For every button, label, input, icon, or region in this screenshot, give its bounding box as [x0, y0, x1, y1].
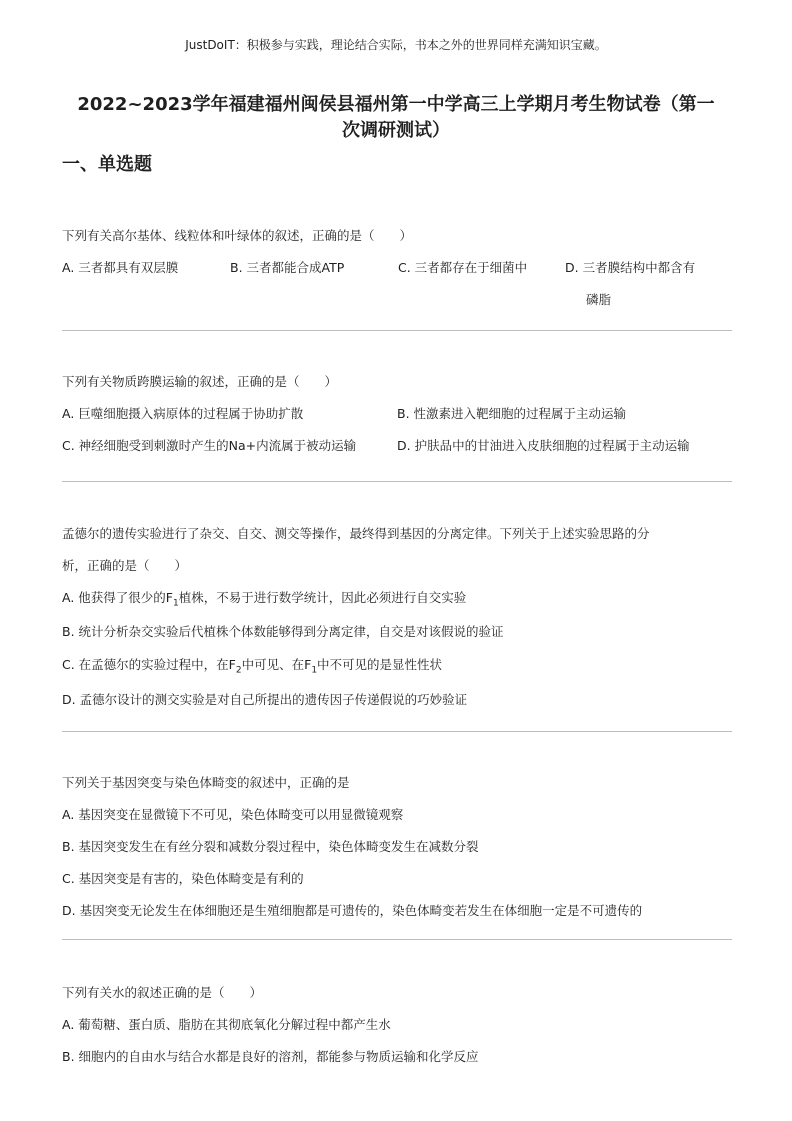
question-2-stem: 下列有关物质跨膜运输的叙述，正确的是（ ）: [62, 374, 338, 389]
question-2-option-d: D. 护肤品中的甘油进入皮肤细胞的过程属于主动运输: [397, 438, 690, 453]
option-text: 中不可见的是显性性状: [317, 657, 443, 672]
divider: [62, 731, 732, 732]
question-3-stem-line-2: 析，正确的是（ ）: [62, 558, 188, 573]
question-2-option-a: A. 巨噬细胞摄入病原体的过程属于协助扩散: [62, 406, 304, 421]
question-1-stem: 下列有关高尔基体、线粒体和叶绿体的叙述，正确的是（ ）: [62, 228, 413, 243]
question-1-option-c: C. 三者都存在于细菌中: [398, 260, 528, 275]
option-text: 中可见、在F: [241, 657, 312, 672]
exam-title: [40, 92, 752, 144]
option-text: C. 在孟德尔的实验过程中，在F: [62, 657, 236, 672]
exam-title-line-1: 2022~2023学年福建福州闽侯县福州第一中学高三上学期月考生物试卷（第一: [77, 94, 715, 115]
question-4-option-d: D. 基因突变无论发生在体细胞还是生殖细胞都是可遗传的，染色体畸变若发生在体细胞一定是不可遗传的: [62, 903, 643, 918]
question-1-option-a: A. 三者都具有双层膜: [62, 260, 179, 275]
divider: [62, 330, 732, 331]
question-3-option-a: [62, 588, 466, 609]
subscript: 1: [311, 665, 318, 676]
question-1-option-b: B. 三者都能合成ATP: [230, 260, 345, 275]
question-5-option-b: B. 细胞内的自由水与结合水都是良好的溶剂，都能参与物质运输和化学反应: [62, 1049, 479, 1064]
section-title: 一、单选题: [62, 154, 152, 175]
question-4-option-a: A. 基因突变在显微镜下不可见，染色体畸变可以用显微镜观察: [62, 807, 404, 822]
question-3-option-b: B. 统计分析杂交实验后代植株个体数能够得到分离定律，自交是对该假说的验证: [62, 624, 504, 639]
question-1-option-d-cont: 磷脂: [586, 292, 612, 307]
question-4-option-c: C. 基因突变是有害的，染色体畸变是有利的: [62, 871, 304, 886]
question-1-option-d: D. 三者膜结构中都含有: [565, 260, 696, 275]
question-5-stem: 下列有关水的叙述正确的是（ ）: [62, 985, 263, 1000]
question-4-option-b: B. 基因突变发生在有丝分裂和减数分裂过程中，染色体畸变发生在减数分裂: [62, 839, 479, 854]
exam-title-line-2: 次调研测试）: [342, 120, 450, 141]
divider: [62, 481, 732, 482]
divider: [62, 939, 732, 940]
question-3-option-c: [62, 655, 442, 676]
option-text: A. 他获得了很少的F: [62, 590, 173, 605]
question-2-option-c: C. 神经细胞受到刺激时产生的Na+内流属于被动运输: [62, 438, 357, 453]
question-4-stem: 下列关于基因突变与染色体畸变的叙述中，正确的是: [62, 775, 350, 790]
subscript: 1: [172, 598, 179, 609]
question-5-option-a: A. 葡萄糖、蛋白质、脂肪在其彻底氧化分解过程中都产生水: [62, 1017, 391, 1032]
subscript: 2: [235, 665, 242, 676]
page-header-text: JustDoIT：积极参与实践，理论结合实际，书本之外的世界同样充满知识宝藏。: [185, 38, 607, 52]
question-3-stem-line-1: 孟德尔的遗传实验进行了杂交、自交、测交等操作，最终得到基因的分离定律。下列关于上述实验思路的分: [62, 526, 650, 541]
question-2-option-b: B. 性激素进入靶细胞的过程属于主动运输: [397, 406, 627, 421]
option-text: 植株，不易于进行数学统计，因此必须进行自交实验: [178, 590, 467, 605]
question-3-option-d: D. 孟德尔设计的测交实验是对自己所提出的遗传因子传递假说的巧妙验证: [62, 692, 468, 707]
